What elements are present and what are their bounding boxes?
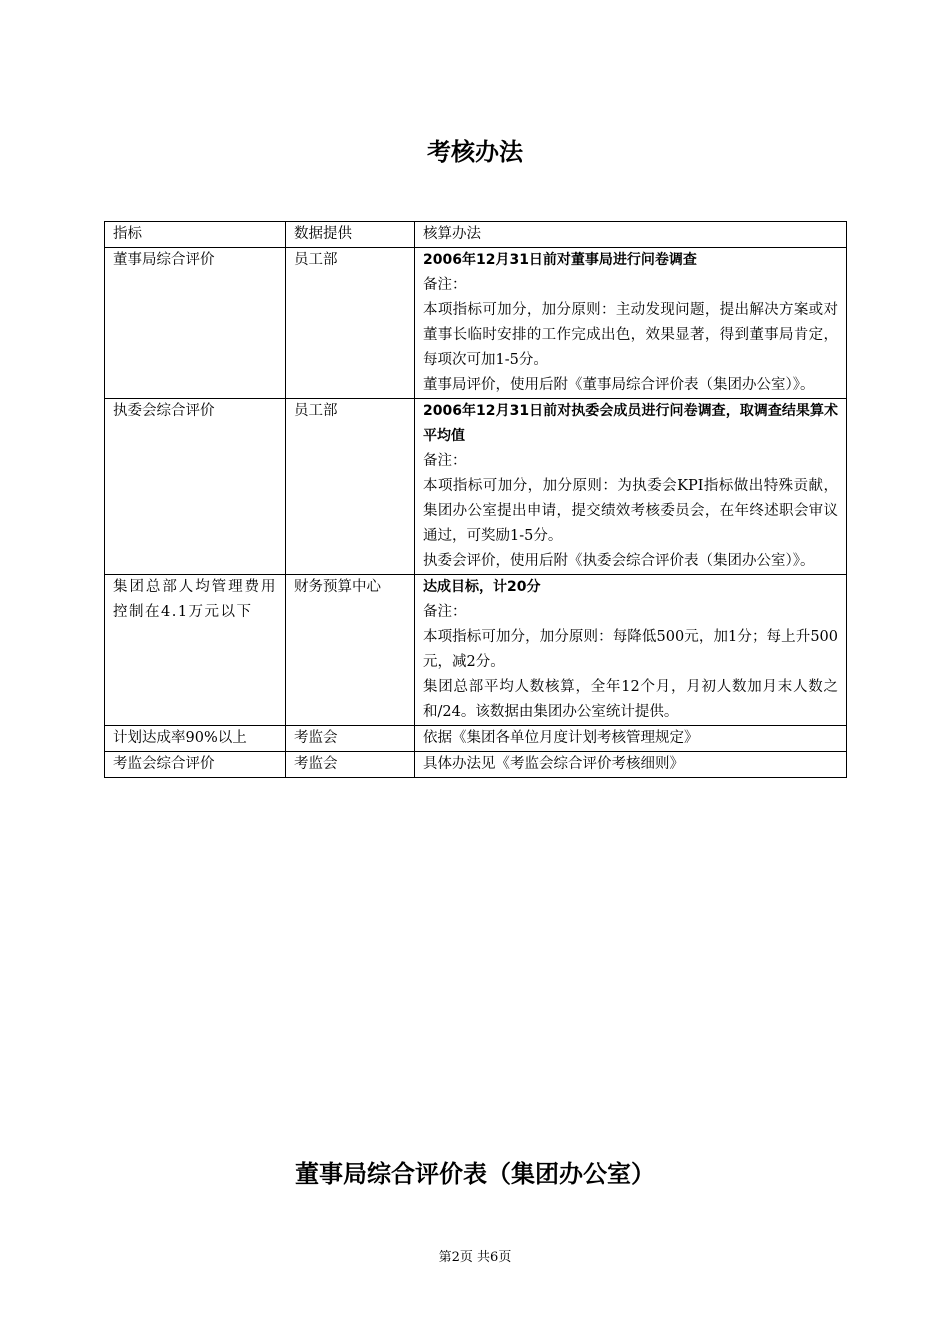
method-cell: 具体办法见《考监会综合评价考核细则》 (415, 752, 847, 778)
indicator-cell: 考监会综合评价 (105, 752, 286, 778)
indicator-cell: 董事局综合评价 (105, 248, 286, 399)
page-title: 考核办法 (427, 138, 523, 166)
note-label: 备注： (423, 453, 467, 469)
method-cell (415, 248, 847, 399)
provider-cell: 考监会 (286, 726, 415, 752)
method-line: 本项指标可加分，加分原则：每降低500元，加1分；每上升500元，减2分。 (423, 629, 838, 670)
method-line: 董事局评价，使用后附《董事局综合评价表（集团办公室）》。 (423, 377, 815, 393)
table-header-row (105, 222, 847, 248)
method-line: 本项指标可加分，加分原则：主动发现问题，提出解决方案或对董事长临时安排的工作完成出色，效果显著，得到董事局肯定，每项次可加1-5分。 (423, 302, 838, 368)
note-label: 备注： (423, 277, 467, 293)
indicator-cell: 执委会综合评价 (105, 399, 286, 575)
table-row (105, 399, 847, 575)
method-cell: 依据《集团各单位月度计划考核管理规定》 (415, 726, 847, 752)
assessment-table (104, 221, 847, 778)
note-label: 备注： (423, 604, 467, 620)
provider-cell: 员工部 (286, 248, 415, 399)
method-cell (415, 399, 847, 575)
method-line: 集团总部平均人数核算，全年12个月，月初人数加月末人数之和/24。该数据由集团办公室统计提供。 (423, 679, 838, 720)
header-provider: 数据提供 (286, 222, 415, 248)
page-number: 第2页 共6页 (438, 1250, 512, 1265)
method-line: 执委会评价，使用后附《执委会综合评价表（集团办公室）》。 (423, 553, 815, 569)
provider-cell: 员工部 (286, 399, 415, 575)
header-indicator: 指标 (105, 222, 286, 248)
indicator-cell: 集团总部人均管理费用控制在4.1万元以下 (105, 575, 286, 726)
method-headline: 2006年12月31日前对执委会成员进行问卷调查，取调查结果算术平均值 (423, 403, 838, 444)
provider-cell: 考监会 (286, 752, 415, 778)
header-method: 核算办法 (415, 222, 847, 248)
section-title: 董事局综合评价表（集团办公室） (295, 1160, 655, 1188)
method-cell (415, 575, 847, 726)
provider-cell: 财务预算中心 (286, 575, 415, 726)
table-row (105, 248, 847, 399)
table-row (105, 726, 847, 752)
method-headline: 达成目标，计20分 (423, 579, 541, 595)
table-row (105, 575, 847, 726)
method-headline: 2006年12月31日前对董事局进行问卷调查 (423, 252, 697, 268)
table-row (105, 752, 847, 778)
indicator-cell: 计划达成率90%以上 (105, 726, 286, 752)
method-line: 本项指标可加分，加分原则：为执委会KPI指标做出特殊贡献，集团办公室提出申请，提交绩效考核委员会，在年终述职会审议通过，可奖励1-5分。 (423, 478, 838, 544)
